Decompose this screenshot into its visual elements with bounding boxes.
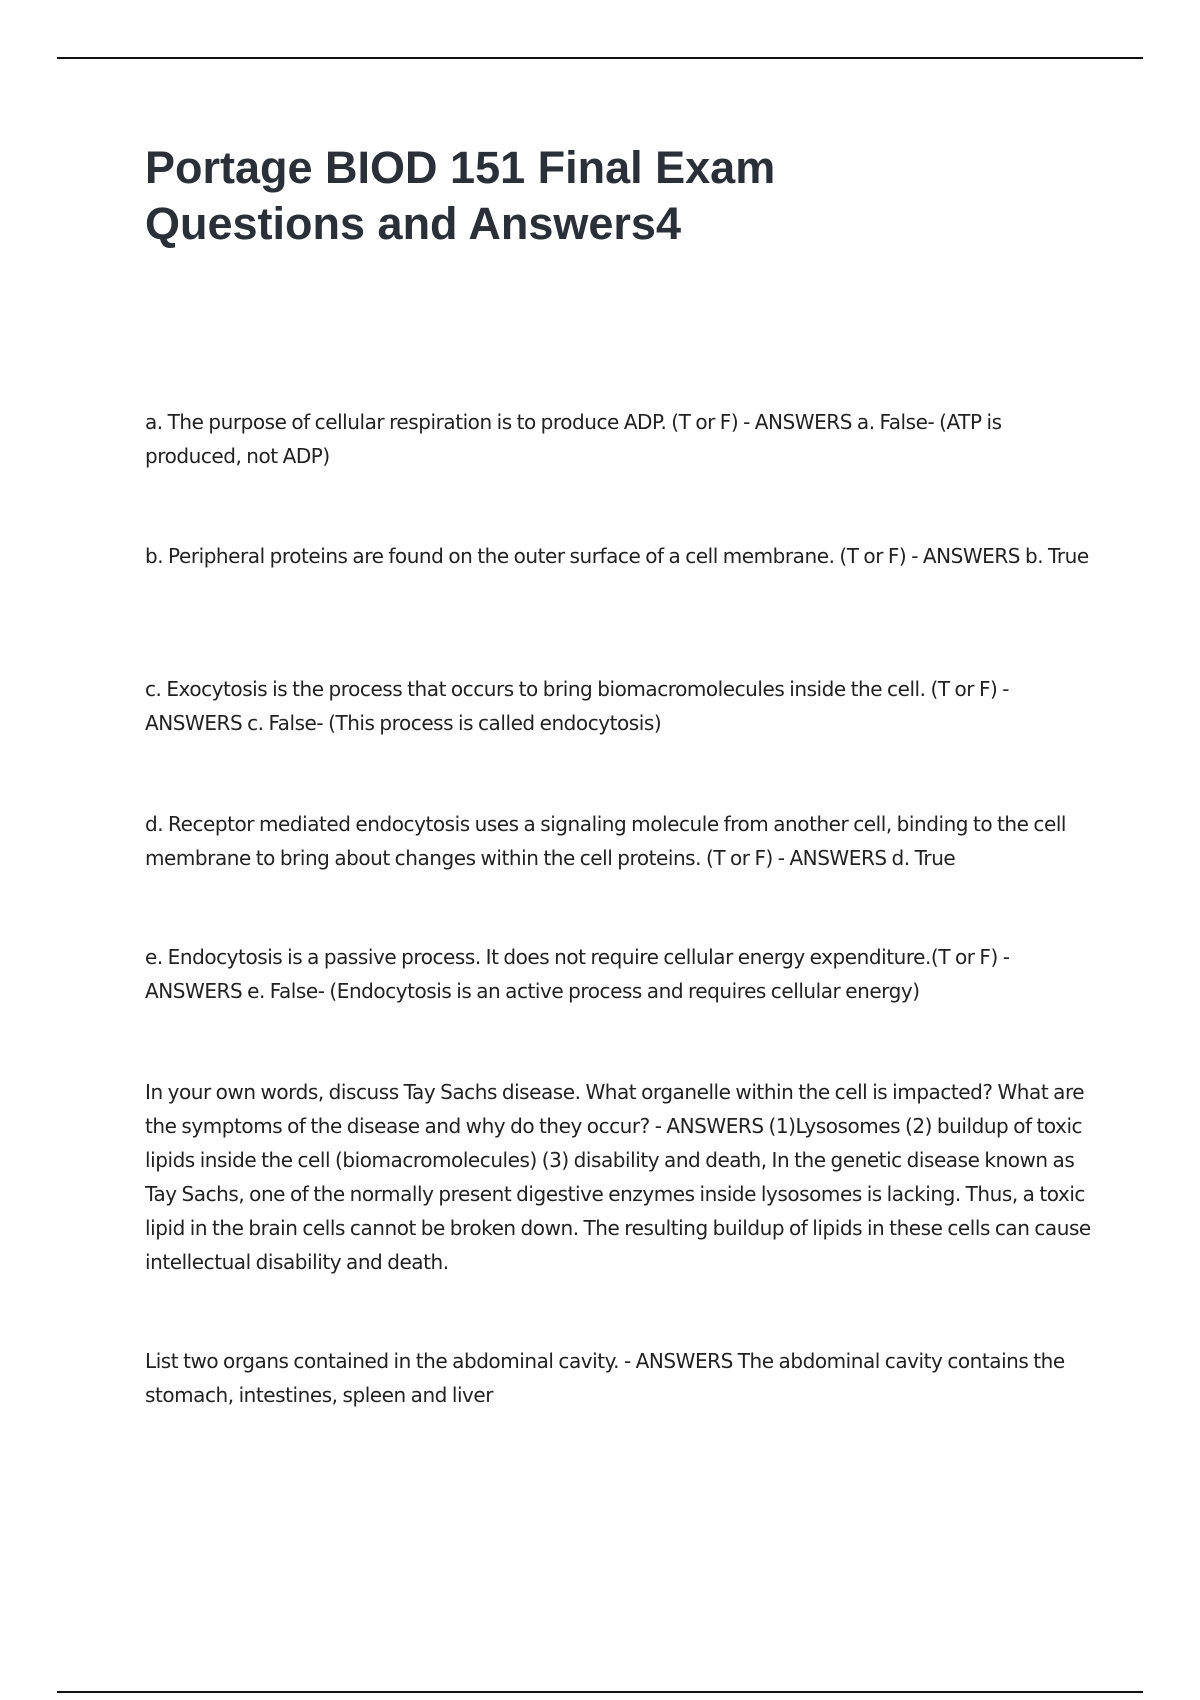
qa-item-abdominal-cavity: List two organs contained in the abdominal cavity. - ANSWERS The abdominal cavity contains the stomach, intestines, spleen and liver [145,1349,1065,1407]
qa-item-c: c. Exocytosis is the process that occurs to bring biomacromolecules inside the cell. (T or F) - ANSWERS c. False- (This process is called endocytosis) [145,677,1010,735]
qa-item-a: a. The purpose of cellular respiration is to produce ADP. (T or F) - ANSWERS a. False- (ATP is produced, not ADP) [145,410,1002,468]
qa-item-e: e. Endocytosis is a passive process. It does not require cellular energy expenditure.(T or F) - ANSWERS e. False- (Endocytosis is an active process and requires cellular energy) [145,945,1010,1003]
qa-item-tay-sachs: In your own words, discuss Tay Sachs disease. What organelle within the cell is impacted? What are the symptoms of the disease and why do they occur? - ANSWERS (1)Lysosomes (2) buildup of toxic lipids inside the cell (biomacromolecules) (3) disability and death, In the genetic disease known as Tay Sachs, one of the normally present digestive enzymes inside lysosomes is lacking. Thus, a toxic lipid in the brain cells cannot be broken down. The resulting buildup of lipids in these cells can cause intellectual disability and death. [145,1080,1091,1274]
title-line-1: Portage BIOD 151 Final Exam [145,142,776,193]
title-line-2: Questions and Answers4 [145,198,681,249]
top-divider [57,57,1143,59]
bottom-divider [57,1691,1143,1693]
page-title [145,140,1045,252]
qa-item-b: b. Peripheral proteins are found on the outer surface of a cell membrane. (T or F) - ANSWERS b. True [145,544,1089,568]
qa-item-d: d. Receptor mediated endocytosis uses a signaling molecule from another cell, binding to the cell membrane to bring about changes within the cell proteins. (T or F) - ANSWERS d. True [145,812,1067,870]
